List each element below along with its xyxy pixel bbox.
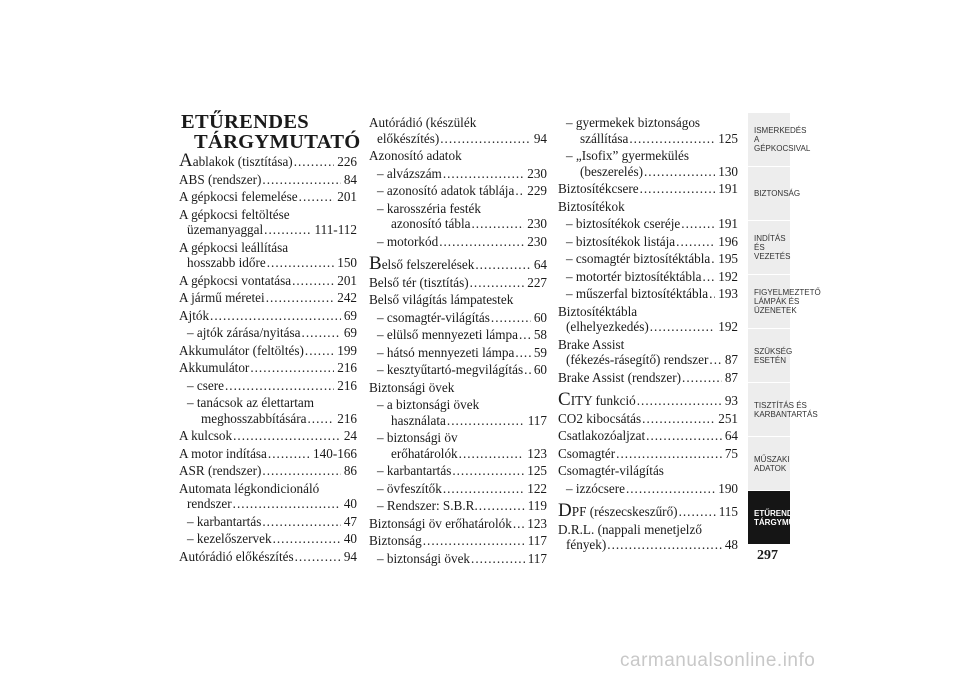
title-line-2: TÁRGYMUTATÓ — [194, 131, 361, 153]
entry-page: 123 — [527, 445, 547, 461]
index-column-1 — [179, 150, 357, 566]
leader-dots — [273, 531, 341, 547]
index-entry[interactable] — [369, 327, 547, 343]
entry-page: 196 — [718, 233, 738, 249]
entry-page: 216 — [337, 377, 357, 393]
index-entry[interactable] — [558, 181, 738, 197]
entry-page: 229 — [527, 183, 547, 198]
sidebar-tab-eturendes[interactable] — [748, 491, 816, 545]
index-entry[interactable] — [369, 201, 547, 217]
index-entry[interactable] — [558, 481, 738, 497]
entry-text: – biztosítékok listája — [566, 233, 676, 249]
index-entry[interactable] — [179, 150, 357, 171]
leader-dots — [292, 273, 334, 289]
entry-page: 251 — [718, 410, 738, 426]
leader-dots — [640, 181, 716, 197]
sidebar-tab-tisztitas[interactable] — [748, 383, 818, 437]
leader-dots — [459, 446, 525, 462]
leader-dots — [471, 551, 525, 567]
leader-dots — [443, 481, 524, 497]
index-entry-continuation[interactable] — [179, 222, 357, 238]
entry-page: 117 — [527, 550, 547, 566]
entry-text: Autórádió előkészítés — [179, 548, 294, 564]
entry-text: – biztosítékok cseréje — [566, 216, 681, 231]
leader-dots — [443, 166, 524, 182]
entry-page: 40 — [343, 496, 357, 511]
sidebar-tab-figyelmezteto[interactable] — [748, 275, 821, 329]
entry-page: 230 — [527, 233, 547, 249]
index-entry[interactable] — [369, 148, 547, 164]
index-entry[interactable] — [558, 411, 738, 427]
leader-dots — [299, 189, 335, 205]
leader-dots — [637, 393, 722, 409]
leader-dots — [646, 428, 722, 444]
index-entry[interactable] — [558, 148, 738, 164]
entry-text: – karosszéria festék — [377, 200, 481, 216]
entry-page: 227 — [527, 274, 547, 290]
leader-dots — [470, 275, 525, 291]
entry-page: 94 — [533, 130, 547, 146]
index-entry-continuation[interactable] — [369, 446, 547, 462]
leader-dots — [515, 345, 530, 361]
title-line-1: ETŰRENDES — [181, 111, 310, 133]
index-entry[interactable] — [558, 463, 738, 479]
section-letter: B — [369, 253, 382, 274]
entry-page: 192 — [718, 319, 738, 334]
entry-continuation-text: (elhelyezkedés) — [566, 319, 649, 334]
entry-text: Biztosítékcsere — [558, 181, 639, 196]
leader-dots — [264, 222, 311, 238]
leader-dots — [650, 319, 715, 335]
entry-page: 193 — [718, 286, 738, 301]
index-entry[interactable] — [369, 115, 547, 131]
sidebar-tab-inditas[interactable] — [748, 221, 790, 275]
entry-text: – motortér biztosítéktábla — [566, 268, 702, 284]
entry-text: – gyermekek biztonságos — [566, 115, 701, 130]
entry-page: 242 — [337, 290, 357, 305]
leader-dots — [709, 286, 715, 302]
leader-dots — [676, 234, 715, 250]
entry-page: 69 — [343, 325, 357, 340]
index-entry[interactable] — [179, 463, 357, 479]
index-entry[interactable] — [558, 389, 738, 410]
leader-dots — [629, 131, 715, 147]
entry-page: 150 — [337, 255, 357, 270]
index-column-3 — [558, 115, 738, 555]
section-letter: C — [558, 389, 571, 410]
leader-dots — [513, 516, 524, 532]
entry-page: 47 — [343, 513, 357, 529]
leader-dots — [626, 481, 715, 497]
leader-dots — [703, 269, 716, 285]
entry-continuation-text: (fékezés-rásegítő) rendszer — [566, 352, 709, 367]
entry-page: 115 — [718, 504, 738, 519]
leader-dots — [210, 308, 341, 324]
index-entry[interactable] — [369, 498, 547, 514]
index-entry[interactable] — [558, 428, 738, 444]
leader-dots — [471, 216, 524, 232]
index-entry[interactable] — [369, 463, 547, 479]
entry-text: Biztosítékok — [558, 198, 625, 214]
index-entry[interactable] — [369, 551, 547, 567]
entry-text: – tanácsok az élettartam — [187, 395, 315, 410]
index-entry[interactable] — [558, 216, 738, 232]
entry-text: A gépkocsi leállítása — [179, 239, 289, 255]
index-entry[interactable] — [179, 290, 357, 306]
leader-dots — [262, 463, 340, 479]
sidebar-tab-ismerkedes[interactable] — [748, 113, 811, 167]
entry-page: 60 — [533, 309, 547, 325]
index-entry[interactable] — [369, 310, 547, 326]
entry-text: – azonosító adatok táblája — [377, 183, 515, 198]
entry-text: Biztonsági öv erőhatárolók — [369, 515, 512, 531]
index-entry-continuation[interactable] — [558, 131, 738, 147]
entry-text: A gépkocsi feltöltése — [179, 206, 290, 222]
index-entry[interactable] — [369, 292, 547, 308]
index-entry-continuation[interactable] — [369, 413, 547, 429]
leader-dots — [709, 352, 721, 368]
leader-dots — [711, 251, 715, 267]
leader-dots — [447, 413, 525, 429]
index-entry[interactable] — [369, 234, 547, 250]
entry-text: – biztonsági öv — [377, 430, 458, 445]
index-entry[interactable] — [179, 481, 357, 497]
entry-page: 125 — [718, 130, 738, 146]
entry-text: – kezelőszervek — [187, 531, 272, 546]
index-entry[interactable] — [369, 516, 547, 532]
entry-page: 201 — [337, 189, 357, 204]
index-entry-continuation[interactable] — [558, 319, 738, 335]
index-entry[interactable] — [369, 275, 547, 291]
entry-page: 195 — [718, 251, 738, 266]
entry-page: 191 — [718, 216, 738, 231]
leader-dots — [307, 411, 334, 427]
index-entry[interactable] — [558, 199, 738, 215]
index-entry[interactable] — [369, 183, 547, 199]
entry-page: 192 — [718, 268, 738, 284]
entry-text: Brake Assist — [558, 336, 625, 352]
index-entry[interactable] — [179, 360, 357, 376]
leader-dots — [423, 533, 525, 549]
entry-page: 87 — [724, 369, 738, 385]
index-entry[interactable] — [369, 380, 547, 396]
leader-dots — [233, 496, 341, 512]
entry-text: – csere — [187, 377, 224, 393]
leader-dots — [294, 154, 335, 170]
entry-text: Akkumulátor — [179, 360, 250, 375]
entry-text: – csomagtér biztosítéktábla — [566, 251, 711, 266]
index-entry-continuation[interactable] — [179, 411, 357, 427]
entry-text: D.R.L. (nappali menetjelző — [558, 521, 702, 537]
index-entry[interactable] — [179, 395, 357, 411]
sidebar-tab-label: TISZTÍTÁS ÉS KARBANTARTÁS — [754, 400, 818, 419]
entry-text: – izzócsere — [566, 480, 625, 496]
entry-text: Csomagtér — [558, 445, 616, 461]
entry-text: – motorkód — [377, 233, 439, 249]
section-letter: A — [179, 150, 193, 171]
leader-dots — [519, 327, 531, 343]
entry-text: Ajtók — [179, 307, 210, 323]
entry-text: első felszerelések — [381, 257, 475, 272]
entry-text: ABS (rendszer) — [179, 171, 262, 187]
leader-dots — [295, 549, 341, 565]
index-entry[interactable] — [369, 481, 547, 497]
entry-page: 58 — [533, 327, 547, 342]
index-entry[interactable] — [179, 189, 357, 205]
leader-dots — [491, 310, 531, 326]
page-title — [181, 112, 361, 152]
index-entry-continuation[interactable] — [369, 131, 547, 147]
index-entry[interactable] — [558, 269, 738, 285]
leader-dots — [268, 446, 310, 462]
entry-page: 60 — [533, 362, 547, 377]
leader-dots — [233, 428, 341, 444]
entry-text: Biztonság — [369, 533, 422, 548]
index-entry[interactable] — [179, 325, 357, 341]
leader-dots — [262, 514, 340, 530]
index-entry[interactable] — [558, 304, 738, 320]
entry-text: PF (részecskeszűrő) — [571, 504, 678, 519]
entry-text: ASR (rendszer) — [179, 463, 262, 478]
entry-page: 216 — [337, 410, 357, 426]
leader-dots — [644, 164, 715, 180]
index-entry[interactable] — [179, 378, 357, 394]
index-entry[interactable] — [369, 430, 547, 446]
entry-text: Csatlakozóaljzat — [558, 428, 646, 443]
entry-text: – karbantartás — [187, 513, 262, 529]
entry-continuation-text: fények) — [566, 537, 607, 552]
leader-dots — [524, 362, 531, 378]
entry-text: – Rendszer: S.B.R. — [377, 498, 478, 513]
entry-text: Azonosító adatok — [369, 148, 462, 163]
entry-text: – „Isofix” gyermekülés — [566, 148, 690, 163]
entry-page: 64 — [533, 257, 547, 272]
entry-page: 48 — [724, 537, 738, 552]
leader-dots — [262, 172, 340, 188]
index-entry[interactable] — [179, 273, 357, 289]
leader-dots — [302, 325, 341, 341]
sidebar-tab-label: SZÜKSÉG ESETÉN — [754, 346, 793, 365]
entry-text: Biztosítéktábla — [558, 303, 638, 319]
index-entry[interactable] — [558, 337, 738, 353]
entry-page: 199 — [337, 342, 357, 358]
index-entry-continuation[interactable] — [369, 216, 547, 232]
sidebar-tab-muszaki[interactable] — [748, 437, 790, 491]
entry-text: A gépkocsi felemelése — [179, 189, 298, 204]
index-entry[interactable] — [558, 500, 738, 521]
entry-continuation-text: (beszerelés) — [580, 163, 643, 179]
section-letter: D — [558, 500, 572, 521]
entry-page: 69 — [343, 307, 357, 323]
entry-page: 86 — [343, 463, 357, 478]
entry-text: – ajtók zárása/nyitása — [187, 325, 301, 340]
entry-page: 125 — [527, 463, 547, 478]
entry-page: 64 — [724, 428, 738, 443]
index-entry[interactable] — [369, 362, 547, 378]
leader-dots — [479, 498, 525, 514]
entry-text: – elülső mennyezeti lámpa — [377, 327, 518, 342]
leader-dots — [679, 504, 716, 520]
entry-text: – kesztyűtartó-megvilágítás — [377, 362, 524, 377]
index-entry[interactable] — [369, 345, 547, 361]
leader-dots — [266, 290, 335, 306]
entry-page: 84 — [343, 171, 357, 187]
index-entry[interactable] — [558, 286, 738, 302]
entry-text: Belső világítás lámpatestek — [369, 292, 514, 307]
entry-continuation-text: előkészítés) — [377, 130, 440, 146]
index-entry[interactable] — [179, 428, 357, 444]
index-entry[interactable] — [369, 253, 547, 274]
leader-dots — [305, 343, 334, 359]
entry-page: 117 — [527, 412, 547, 428]
index-entry[interactable] — [369, 166, 547, 182]
entry-continuation-text: üzemanyaggal — [187, 222, 264, 237]
leader-dots — [681, 216, 715, 232]
index-column-2 — [369, 115, 547, 568]
entry-page: 119 — [527, 498, 547, 513]
entry-text: A gépkocsi vontatása — [179, 272, 292, 288]
index-entry-continuation[interactable] — [558, 352, 738, 368]
sidebar-tab-label: BIZTONSÁG — [754, 189, 801, 198]
entry-page: 190 — [718, 480, 738, 496]
index-entry[interactable] — [179, 531, 357, 547]
leader-dots — [642, 411, 715, 427]
entry-page: 122 — [527, 480, 547, 496]
entry-continuation-text: erőhatárolók — [391, 445, 458, 461]
sidebar-tab-biztonsag[interactable] — [748, 167, 801, 221]
leader-dots — [682, 370, 722, 386]
entry-text: – csomagtér-világítás — [377, 309, 490, 325]
index-entry[interactable] — [369, 397, 547, 413]
sidebar-tab-szukseg[interactable] — [748, 329, 793, 383]
entry-text: Akkumulátor (feltöltés) — [179, 342, 304, 358]
index-entry[interactable] — [369, 533, 547, 549]
index-entry[interactable] — [558, 522, 738, 538]
entry-page: 226 — [337, 154, 357, 169]
entry-text: A kulcsok — [179, 428, 233, 443]
entry-text: – hátsó mennyezeti lámpa — [377, 344, 515, 360]
sidebar-tab-label: ETŰRENDES TÁRGYMUTATÓ — [754, 508, 816, 527]
leader-dots — [452, 463, 524, 479]
index-entry[interactable] — [179, 446, 357, 462]
entry-page: 201 — [337, 272, 357, 288]
entry-text: – övfeszítők — [377, 480, 442, 496]
entry-text: – műszerfal biztosítéktábla — [566, 286, 709, 301]
index-entry[interactable] — [179, 240, 357, 256]
entry-text: Biztonsági övek — [369, 379, 455, 395]
entry-page: 117 — [527, 533, 547, 548]
entry-page: 40 — [343, 531, 357, 546]
entry-page: 93 — [724, 393, 738, 408]
entry-continuation-text: meghosszabbítására — [201, 410, 307, 426]
index-entry[interactable] — [179, 514, 357, 530]
entry-page: 191 — [718, 181, 738, 196]
watermark: carmanualsonline.info — [620, 650, 816, 671]
leader-dots — [267, 255, 334, 271]
entry-page: 87 — [724, 352, 738, 367]
leader-dots — [475, 257, 530, 273]
entry-page: 123 — [527, 515, 547, 531]
entry-text: – alvázszám — [377, 165, 442, 181]
index-entry[interactable] — [558, 446, 738, 462]
index-entry[interactable] — [558, 115, 738, 131]
index-entry-continuation[interactable] — [179, 496, 357, 512]
index-entry-continuation[interactable] — [179, 255, 357, 271]
index-entry[interactable] — [558, 251, 738, 267]
leader-dots — [250, 360, 334, 376]
entry-text: ITY funkció — [570, 393, 636, 408]
sidebar-tab-label: INDÍTÁS ÉS VEZETÉS — [754, 234, 791, 261]
leader-dots — [439, 234, 524, 250]
entry-continuation-text: hosszabb időre — [187, 255, 266, 270]
entry-text: – biztonsági övek — [377, 550, 471, 566]
entry-text: Belső tér (tisztítás) — [369, 274, 469, 290]
index-entry[interactable] — [179, 172, 357, 188]
index-entry[interactable] — [179, 343, 357, 359]
sidebar-tab-label: MŰSZAKI ADATOK — [754, 454, 790, 473]
entry-page: 230 — [527, 165, 547, 181]
entry-text: Csomagtér-világítás — [558, 463, 664, 478]
entry-text: Autórádió (készülék — [369, 115, 477, 130]
index-entry[interactable] — [179, 207, 357, 223]
index-entry[interactable] — [558, 370, 738, 386]
entry-page: 140-166 — [313, 445, 357, 461]
leader-dots — [515, 183, 524, 199]
entry-continuation-text: rendszer — [187, 496, 232, 511]
entry-page: 24 — [343, 428, 357, 443]
index-entry-continuation[interactable] — [558, 164, 738, 180]
sidebar-tab-label: ISMERKEDÉS A GÉPKOCSIVAL — [754, 126, 811, 153]
entry-text: A jármű méretei — [179, 290, 265, 305]
sidebar-tab-label: FIGYELMEZTETŐ LÁMPÁK ÉS ÜZENETEK — [754, 288, 821, 315]
index-entry[interactable] — [179, 308, 357, 324]
entry-page: 59 — [533, 344, 547, 360]
entry-text: Automata légkondicionáló — [179, 480, 320, 496]
entry-continuation-text: használata — [391, 412, 446, 428]
chapter-sidebar — [748, 113, 821, 545]
entry-page: 230 — [527, 216, 547, 231]
entry-continuation-text: szállítása — [580, 130, 629, 146]
entry-text: Brake Assist (rendszer) — [558, 369, 682, 385]
leader-dots — [225, 378, 334, 394]
page-number: 297 — [757, 548, 778, 563]
entry-text: A motor indítása — [179, 445, 267, 461]
entry-text: – a biztonsági övek — [377, 397, 480, 412]
entry-page: 94 — [343, 548, 357, 564]
leader-dots — [616, 446, 722, 462]
index-entry[interactable] — [558, 234, 738, 250]
entry-page: 216 — [337, 360, 357, 375]
leader-dots — [440, 131, 531, 147]
entry-page: 111-112 — [314, 222, 357, 237]
index-entry[interactable] — [179, 549, 357, 565]
entry-page: 75 — [724, 445, 738, 461]
leader-dots — [607, 537, 722, 553]
entry-text: CO2 kibocsátás — [558, 410, 642, 426]
index-entry-continuation[interactable] — [558, 537, 738, 553]
entry-page: 130 — [718, 163, 738, 179]
entry-text: ablakok (tisztítása) — [192, 154, 293, 169]
entry-continuation-text: azonosító tábla — [391, 216, 471, 231]
entry-text: – karbantartás — [377, 463, 452, 478]
